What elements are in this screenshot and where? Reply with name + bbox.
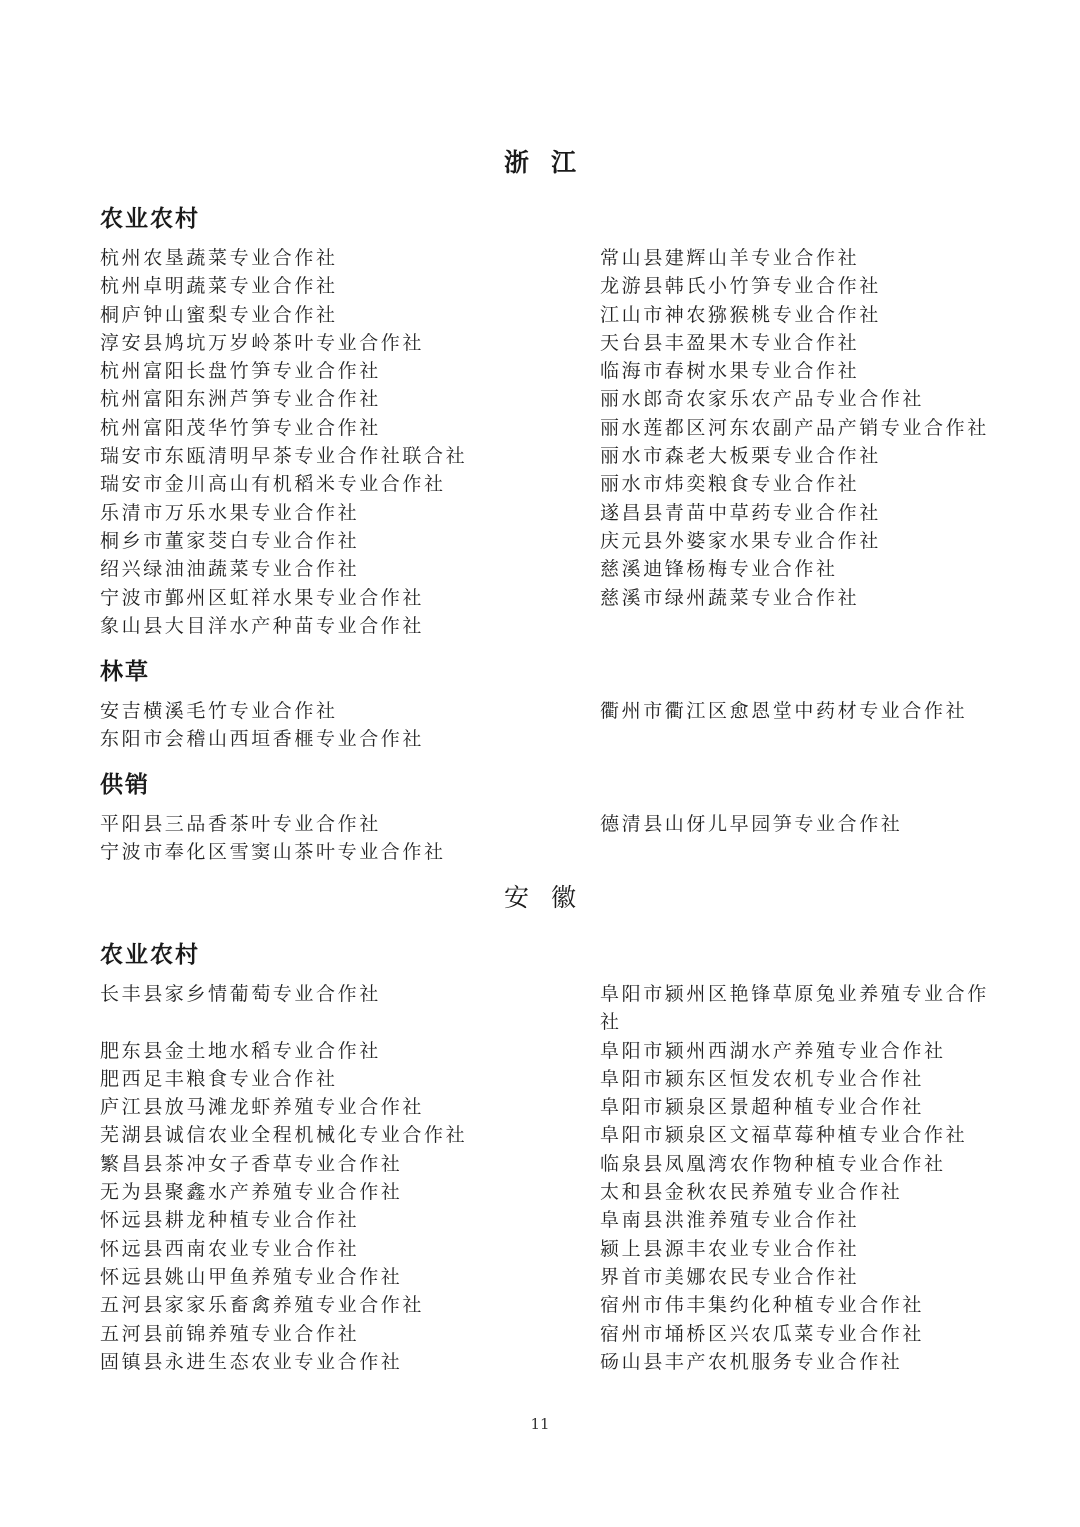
list-item: 杭州富阳长盘竹笋专业合作社 <box>100 360 381 383</box>
list-item: 杭州卓明蔬菜专业合作社 <box>100 275 338 298</box>
page-number: 11 <box>530 1415 550 1433</box>
list-item: 阜阳市颍东区恒发农机专业合作社 <box>600 1067 925 1090</box>
list-item: 无为县聚鑫水产养殖专业合作社 <box>100 1181 403 1204</box>
list-item: 丽水市森老大板栗专业合作社 <box>600 445 881 468</box>
list-item: 慈溪市绿州蔬菜专业合作社 <box>600 586 860 609</box>
list-item: 慈溪迪锋杨梅专业合作社 <box>600 558 838 581</box>
list-item: 界首市美娜农民专业合作社 <box>600 1265 860 1288</box>
list-item: 五河县前锦养殖专业合作社 <box>100 1322 360 1345</box>
list-item: 常山县建辉山羊专业合作社 <box>600 247 860 269</box>
zj-agriculture-left-list <box>100 244 520 640</box>
list-item: 乐清市万乐水果专业合作社 <box>100 501 360 524</box>
zj-agriculture-right-list <box>600 244 1010 612</box>
zj-supply-right-list <box>600 810 1010 838</box>
list-item: 桐庐钟山蜜梨专业合作社 <box>100 303 338 326</box>
list-item: 平阳县三品香茶叶专业合作社 <box>100 813 381 835</box>
category-heading-zj-forestry: 林草 <box>100 659 150 685</box>
ah-agriculture-right-list <box>600 980 1010 1376</box>
list-item: 龙游县韩氏小竹笋专业合作社 <box>600 275 881 298</box>
list-item: 阜阳市颍泉区景超种植专业合作社 <box>600 1096 925 1119</box>
list-item: 颍上县源丰农业专业合作社 <box>600 1237 860 1260</box>
list-item: 丽水市炜奕粮食专业合作社 <box>600 473 860 496</box>
zj-forestry-right-list <box>600 697 1010 725</box>
category-heading-ah-agriculture: 农业农村 <box>100 942 200 968</box>
list-item: 太和县金秋农民养殖专业合作社 <box>600 1181 903 1204</box>
list-item: 阜阳市颍州区艳锋草原兔业养殖专业合作社 <box>600 983 989 1034</box>
list-item: 瑞安市金川高山有机稻米专业合作社 <box>100 473 446 496</box>
list-item: 阜阳市颍泉区文福草莓种植专业合作社 <box>600 1124 968 1147</box>
list-item: 宿州市埇桥区兴农瓜菜专业合作社 <box>600 1322 925 1345</box>
list-item: 衢州市衢江区愈恩堂中药材专业合作社 <box>600 700 968 722</box>
list-item: 怀远县耕龙种植专业合作社 <box>100 1209 360 1232</box>
list-item: 遂昌县青苗中草药专业合作社 <box>600 501 881 524</box>
list-item: 天台县丰盈果木专业合作社 <box>600 331 860 354</box>
list-item: 阜南县洪淮养殖专业合作社 <box>600 1209 860 1232</box>
list-item: 芜湖县诚信农业全程机械化专业合作社 <box>100 1124 468 1147</box>
list-item: 杭州富阳东洲芦笋专业合作社 <box>100 388 381 411</box>
list-item: 肥东县金土地水稻专业合作社 <box>100 1039 381 1062</box>
list-item: 五河县家家乐畜禽养殖专业合作社 <box>100 1294 425 1317</box>
list-item: 宁波市鄞州区虹祥水果专业合作社 <box>100 586 425 609</box>
category-heading-zj-agriculture: 农业农村 <box>100 206 200 232</box>
list-item: 怀远县西南农业专业合作社 <box>100 1237 360 1260</box>
list-item: 德清县山伢儿早园笋专业合作社 <box>600 813 903 835</box>
list-item: 绍兴绿油油蔬菜专业合作社 <box>100 558 360 581</box>
list-item: 长丰县家乡情葡萄专业合作社 <box>100 983 381 1005</box>
list-item: 肥西足丰粮食专业合作社 <box>100 1067 338 1090</box>
province-title-anhui: 安徽 <box>503 883 598 912</box>
list-item: 庐江县放马滩龙虾养殖专业合作社 <box>100 1096 425 1119</box>
list-item: 东阳市会稽山西垣香榧专业合作社 <box>100 728 425 751</box>
zj-forestry-left-list <box>100 697 520 754</box>
list-item: 杭州农垦蔬菜专业合作社 <box>100 247 338 269</box>
list-item: 临海市春树水果专业合作社 <box>600 360 860 383</box>
list-item: 淳安县鸠坑万岁岭茶叶专业合作社 <box>100 331 425 354</box>
list-item: 固镇县永进生态农业专业合作社 <box>100 1350 403 1373</box>
province-title-zhejiang: 浙江 <box>503 148 598 177</box>
list-item: 宁波市奉化区雪窦山茶叶专业合作社 <box>100 841 446 864</box>
category-heading-zj-supply: 供销 <box>100 772 150 798</box>
list-item: 江山市神农猕猴桃专业合作社 <box>600 303 881 326</box>
list-item: 杭州富阳茂华竹笋专业合作社 <box>100 416 381 439</box>
list-item: 砀山县丰产农机服务专业合作社 <box>600 1350 903 1373</box>
list-item: 繁昌县茶冲女子香草专业合作社 <box>100 1152 403 1175</box>
list-item: 阜阳市颍州西湖水产养殖专业合作社 <box>600 1039 946 1062</box>
list-item: 庆元县外婆家水果专业合作社 <box>600 529 881 552</box>
ah-agriculture-left-list <box>100 980 520 1376</box>
list-item: 丽水郎奇农家乐农产品专业合作社 <box>600 388 925 411</box>
list-item: 宿州市伟丰集约化种植专业合作社 <box>600 1294 925 1317</box>
list-item: 象山县大目洋水产种苗专业合作社 <box>100 614 425 637</box>
list-item: 临泉县凤凰湾农作物种植专业合作社 <box>600 1152 946 1175</box>
zj-supply-left-list <box>100 810 520 867</box>
list-item: 瑞安市东瓯清明早茶专业合作社联合社 <box>100 445 468 468</box>
list-item: 安吉横溪毛竹专业合作社 <box>100 700 338 722</box>
list-item: 怀远县姚山甲鱼养殖专业合作社 <box>100 1265 403 1288</box>
list-item: 丽水莲都区河东农副产品产销专业合作社 <box>600 416 989 439</box>
list-item: 桐乡市董家茭白专业合作社 <box>100 529 360 552</box>
